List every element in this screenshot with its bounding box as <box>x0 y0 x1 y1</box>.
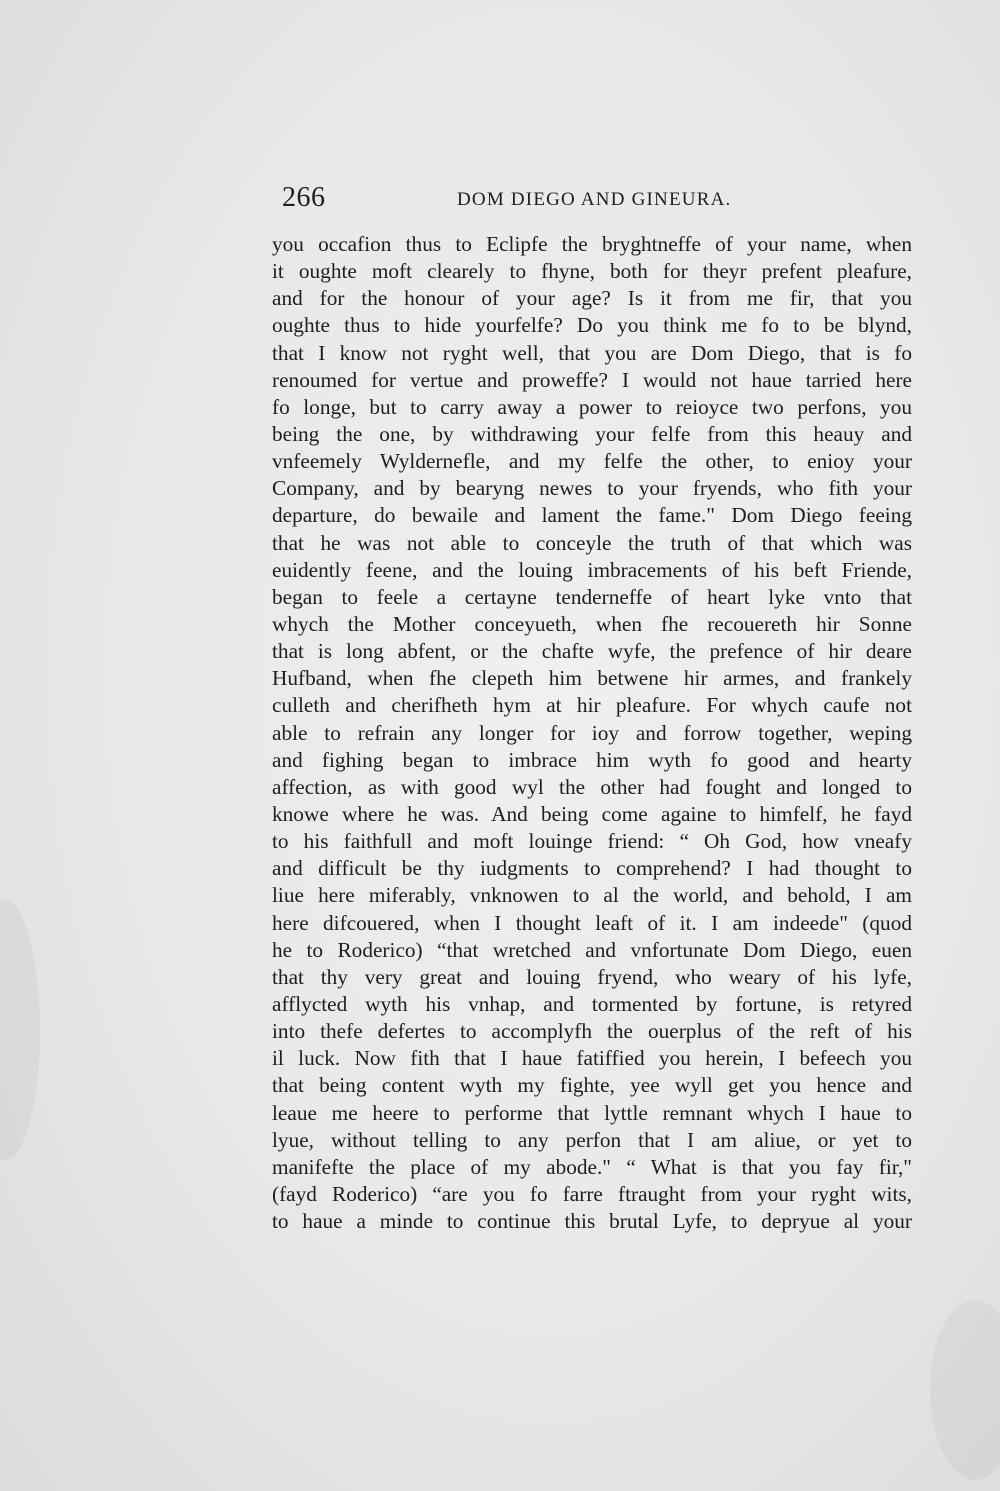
text-line: euidently feene, and the louing imbracements of his beft Friende, <box>272 557 912 582</box>
text-line: that he was not able to conceyle the truth of that which was <box>272 530 912 555</box>
text-line: affection, as with good wyl the other had fought and longed to <box>272 774 912 799</box>
text-line: Company, and by bearyng newes to your fryends, who fith your <box>272 476 912 501</box>
text-line: (fayd Roderico) “are you fo farre ftraught from your ryght wits, <box>272 1181 912 1206</box>
text-line: that thy very great and louing fryend, who weary of his lyfe, <box>272 964 912 989</box>
text-line: oughte thus to hide yourfelfe? Do you think me fo to be blynd, <box>272 313 912 338</box>
body-text <box>272 231 912 1235</box>
text-line: began to feele a certayne tenderneffe of heart lyke vnto that <box>272 584 912 609</box>
text-line: fo longe, but to carry away a power to reioyce two perfons, you <box>272 394 912 419</box>
text-line: he to Roderico) “that wretched and vnfortunate Dom Diego, euen <box>272 937 912 962</box>
text-line: culleth and cherifheth hym at hir pleafure. For whych caufe not <box>272 693 912 718</box>
text-line: able to refrain any longer for ioy and forrow together, weping <box>272 720 912 745</box>
text-line: liue here miferably, vnknowen to al the world, and behold, I am <box>272 883 912 908</box>
text-line: into thefe defertes to accomplyfh the ouerplus of the reft of his <box>272 1019 912 1044</box>
text-line: knowe where he was. And being come againe to himfelf, he fayd <box>272 801 912 826</box>
paper-stain <box>930 1300 1000 1480</box>
page-number: 266 <box>282 182 326 213</box>
paper-stain <box>0 900 40 1160</box>
text-line: and for the honour of your age? Is it from me fir, that you <box>272 286 912 311</box>
text-line: whych the Mother conceyueth, when fhe recouereth hir Sonne <box>272 611 912 636</box>
text-line: afflycted wyth his vnhap, and tormented by fortune, is retyred <box>272 991 912 1016</box>
text-line: renoumed for vertue and proweffe? I would not haue tarried here <box>272 367 912 392</box>
text-line: departure, do bewaile and lament the fame." Dom Diego feeing <box>272 503 912 528</box>
text-line: to haue a minde to continue this brutal Lyfe, to depryue al your <box>272 1209 912 1234</box>
text-line: leaue me heere to performe that lyttle remnant whych I haue to <box>272 1100 912 1125</box>
text-line: that being content wyth my fighte, yee wyll get you hence and <box>272 1073 912 1098</box>
text-line: and fighing began to imbrace him wyth fo good and hearty <box>272 747 912 772</box>
text-line: you occafion thus to Eclipfe the bryghtneffe of your name, when <box>272 232 912 256</box>
text-line: il luck. Now fith that I haue fatiffied you herein, I befeech you <box>272 1046 912 1071</box>
text-line: that is long abfent, or the chafte wyfe, the prefence of hir deare <box>272 639 912 664</box>
page-header <box>282 180 942 216</box>
text-line: to his faithfull and moft louinge friend: “ Oh God, how vneafy <box>272 829 912 854</box>
text-line: here difcouered, when I thought leaft of it. I am indeede" (quod <box>272 910 912 935</box>
text-line: Hufband, when fhe clepeth him betwene hir armes, and frankely <box>272 666 912 691</box>
text-line: vnfeemely Wyldernefle, and my felfe the other, to enioy your <box>272 449 912 474</box>
text-line: and difficult be thy iudgments to comprehend? I had thought to <box>272 856 912 881</box>
text-line: manifefte the place of my abode." “ What is that you fay fir," <box>272 1154 912 1179</box>
text-line: lyue, without telling to any perfon that I am aliue, or yet to <box>272 1127 912 1152</box>
running-head: DOM DIEGO AND GINEURA. <box>457 189 732 210</box>
text-line: it oughte moft clearely to fhyne, both for theyr prefent pleafure, <box>272 259 912 284</box>
text-line: that I know not ryght well, that you are Dom Diego, that is fo <box>272 340 912 365</box>
text-line: being the one, by withdrawing your felfe from this heauy and <box>272 421 912 446</box>
